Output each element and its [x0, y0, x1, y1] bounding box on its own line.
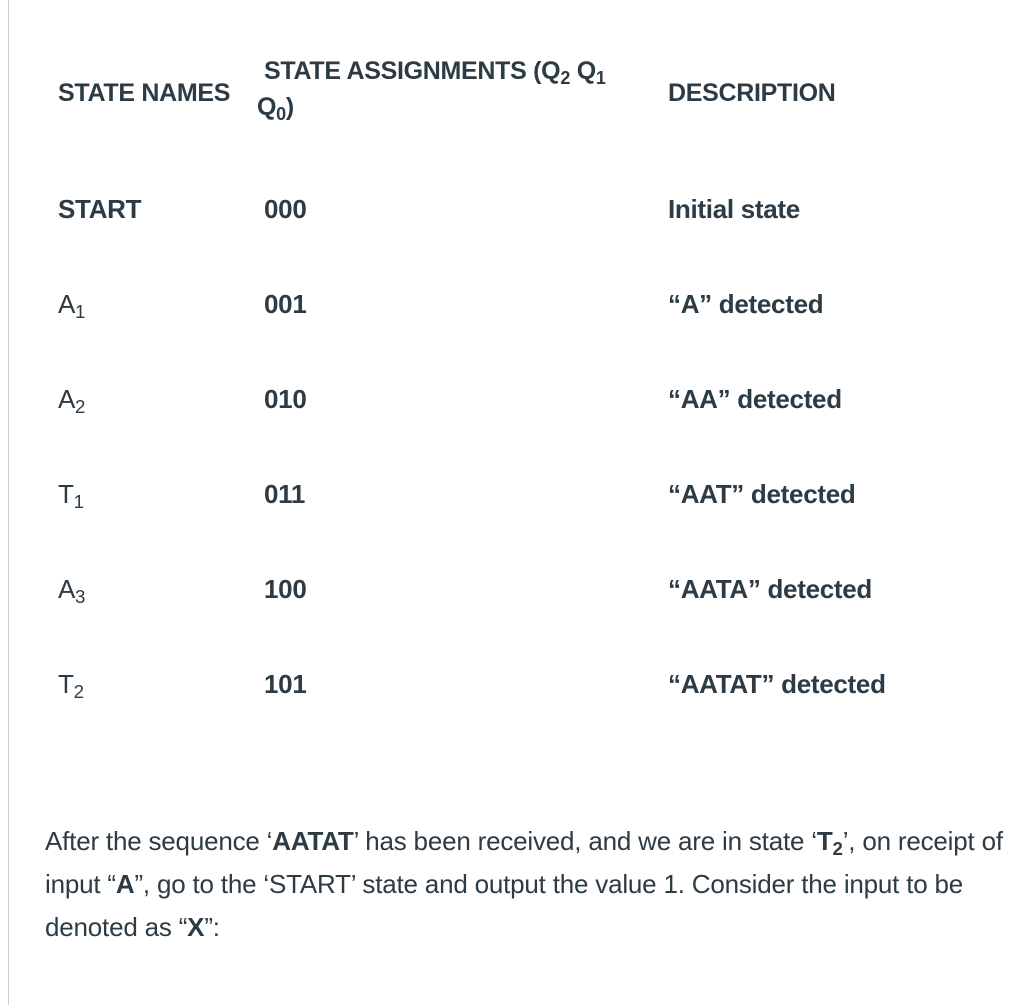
para-bold: X: [187, 912, 205, 942]
para-bold-sub: 2: [832, 838, 843, 860]
header-assign-text: ): [285, 93, 294, 121]
table-row-description: “AA” detected: [668, 384, 842, 414]
table-row-description: “AATA” detected: [668, 574, 872, 604]
table-row-description: “A” detected: [668, 289, 824, 319]
para-text: After the sequence ‘: [45, 826, 273, 856]
para-bold: AATAT: [272, 826, 354, 856]
table-row-name: [58, 286, 85, 322]
explanation-paragraph: [45, 820, 1005, 949]
table-row-name: [58, 571, 85, 607]
table-row-code: 010: [264, 384, 307, 414]
header-assign-text: Q: [257, 93, 277, 121]
state-name: T: [58, 669, 74, 699]
state-name: T: [58, 479, 74, 509]
header-description-text: DESCRIPTION: [668, 79, 836, 107]
state-name: A: [58, 289, 76, 319]
table-row-code: 101: [264, 669, 307, 699]
table-row-description: Initial state: [668, 194, 800, 224]
header-assign-sub: 0: [276, 104, 286, 125]
para-text: ”:: [204, 912, 220, 942]
para-bold: A: [115, 869, 135, 899]
table-row-code: 011: [264, 479, 306, 509]
para-text: ”, go to the ‘START’ state and output the value 1. Consider the input to be denoted as “: [45, 869, 964, 942]
state-name-sub: 2: [75, 396, 86, 418]
header-description: [668, 75, 836, 111]
state-name-sub: 1: [73, 491, 84, 513]
header-assign-sub: 2: [560, 68, 571, 89]
table-row-name: [58, 191, 141, 227]
table-row-code: 001: [264, 289, 307, 319]
state-name-sub: 3: [75, 586, 86, 608]
para-bold-text: T: [816, 826, 833, 856]
para-text: ’ has been received, and we are in state ‘: [353, 826, 817, 856]
table-row-code: 100: [264, 574, 307, 604]
table-row-name: [58, 666, 84, 702]
header-assign-text: Q: [570, 57, 596, 85]
table-row-name: [58, 381, 85, 417]
state-name: START: [58, 194, 142, 224]
table-row-code: 000: [264, 194, 307, 224]
table-row-name: [58, 476, 84, 512]
para-bold: [816, 826, 843, 860]
state-name-sub: 1: [75, 301, 86, 323]
state-name-sub: 2: [73, 681, 84, 703]
state-name: A: [58, 574, 76, 604]
header-state-names-text: STATE NAMES: [58, 79, 231, 107]
header-state-assignments: [257, 53, 664, 125]
table-row-description: “AATAT” detected: [668, 669, 886, 699]
header-assign-text: STATE ASSIGNMENTS (Q: [264, 57, 561, 85]
header-state-names: [58, 75, 230, 111]
state-name: A: [58, 384, 76, 414]
para-text: ’, on receipt of input “: [45, 826, 1003, 899]
table-row-description: “AAT” detected: [668, 479, 856, 509]
header-assign-sub: 1: [595, 68, 606, 89]
